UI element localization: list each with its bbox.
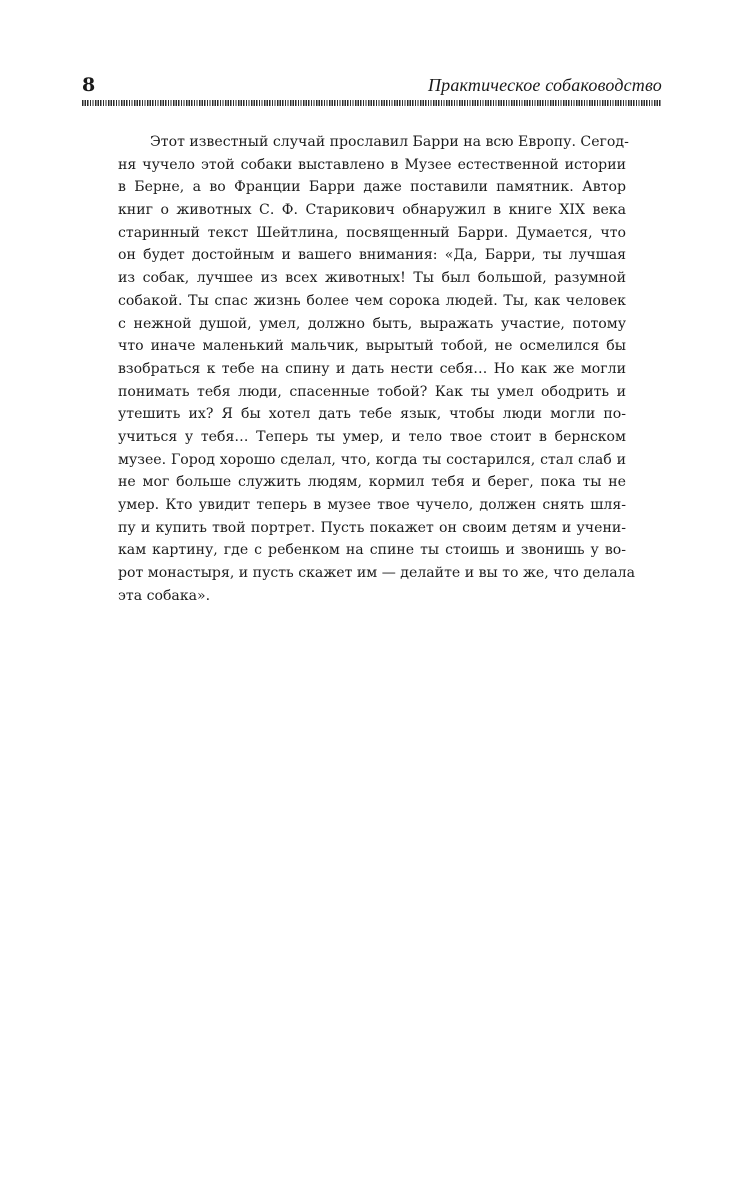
text-line: с нежной душой, умел, должно быть, выражать участие, потому [118, 315, 626, 332]
text-line: рот монастыря, и пусть скажет им — делайте и вы то же, что делала [118, 565, 636, 582]
text-line: пу и купить твой портрет. Пусть покажет он своим детям и учени- [118, 519, 626, 536]
text-line: взобраться к тебе на спину и дать нести себя… Но как же могли [118, 360, 626, 377]
text-line: эта собака». [118, 587, 211, 604]
text-line: кам картину, где с ребенком на спине ты стоишь и звонишь у во- [118, 542, 626, 559]
header-rule-divider [82, 100, 662, 106]
text-line: ня чучело этой собаки выставлено в Музее естественной истории [118, 156, 626, 173]
page-number: 8 [82, 74, 96, 96]
page-header [82, 70, 662, 100]
text-line: музее. Город хорошо сделал, что, когда ты состарился, стал слаб и [118, 451, 626, 468]
text-line: что иначе маленький мальчик, вырытый тобой, не осмелился бы [118, 338, 626, 355]
text-line: не мог больше служить людям, кормил тебя и берег, пока ты не [118, 474, 626, 491]
text-line: старинный текст Шейтлина, посвященный Барри. Думается, что [118, 224, 626, 241]
text-line: учиться у тебя… Теперь ты умер, и тело твое стоит в бернском [118, 428, 626, 445]
text-line: Этот известный случай прославил Барри на всю Европу. Сегод- [150, 134, 629, 150]
text-line: умер. Кто увидит теперь в музее твое чучело, должен снять шля- [118, 497, 626, 513]
running-title: Практическое собаководство [427, 75, 662, 95]
text-line: он будет достойным и вашего внимания: «Да, Барри, ты лучшая [118, 247, 626, 264]
text-line: из собак, лучшее из всех животных! Ты был большой, разумной [118, 270, 626, 287]
text-line: понимать тебя люди, спасенные тобой? Как ты умел ободрить и [118, 383, 626, 400]
text-line: утешить их? Я бы хотел дать тебе язык, чтобы люди могли по- [118, 406, 626, 423]
text-line: в Берне, а во Франции Барри даже поставили памятник. Автор [118, 179, 626, 196]
body-paragraph [118, 131, 636, 607]
text-line: собакой. Ты спас жизнь более чем сорока людей. Ты, как человек [118, 292, 626, 309]
text-line: книг о животных С. Ф. Старикович обнаружил в книге XIX века [118, 202, 626, 219]
